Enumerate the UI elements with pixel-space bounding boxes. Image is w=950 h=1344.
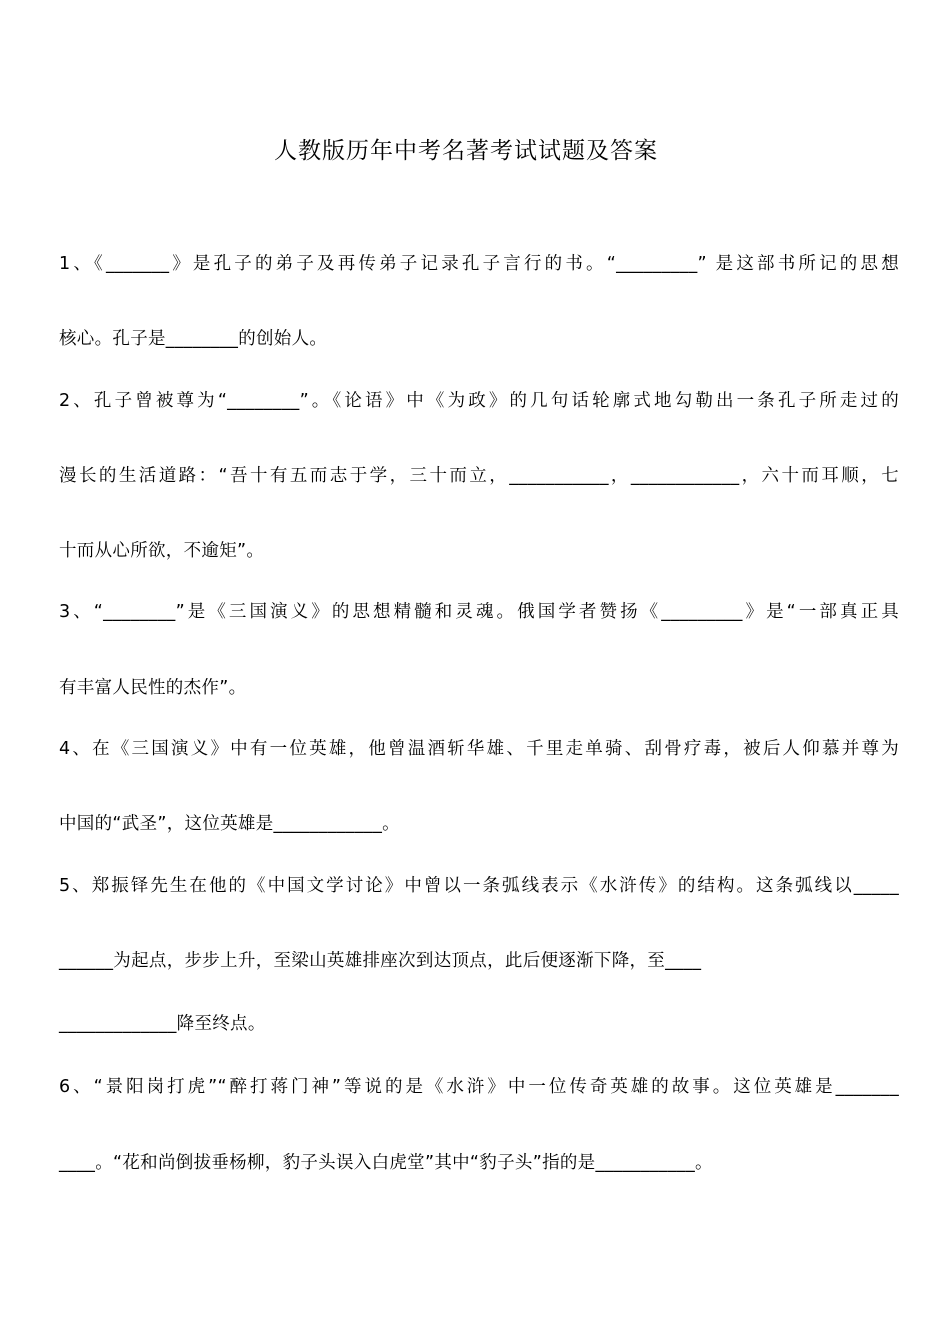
text-line-q4-a: 4、在《三国演义》中有一位英雄，他曾温酒斩华雄、千里走单骑、刮骨疗毒，被后人仰慕并尊为: [59, 739, 899, 759]
text-line-q3-b: 有丰富人民性的杰作”。: [59, 678, 247, 698]
text-line-q4-b: 中国的“武圣”，这位英雄是____________。: [59, 814, 400, 834]
document-title: 人教版历年中考名著考试试题及答案: [274, 138, 658, 164]
text-line-q5-a: 5、郑振铎先生在他的《中国文学讨论》中曾以一条弧线表示《水浒传》的结构。这条弧线以_____: [59, 876, 899, 896]
text-line-q2-a: 2、孔子曾被尊为“________”。《论语》中《为政》的几句话轮廓式地勾勒出一条孔子所走过的: [59, 391, 899, 411]
text-line-q2-b: 漫长的生活道路：“吾十有五而志于学，三十而立，___________，____________，六十而耳顺，七: [59, 466, 899, 486]
text-line-q3-a: 3、“________”是《三国演义》的思想精髓和灵魂。俄国学者赞扬《_________》是“一部真正具: [59, 602, 899, 622]
text-line-q1-b: 核心。孔子是________的创始人。: [59, 329, 328, 349]
text-line-q6-b: ____。“花和尚倒拔垂杨柳，豹子头误入白虎堂”其中“豹子头”指的是___________。: [59, 1153, 713, 1173]
text-line-q5-b: ______为起点，步步上升，至梁山英雄排座次到达顶点，此后便逐渐下降，至____: [59, 951, 702, 971]
text-line-q1-a: 1、《_______》是孔子的弟子及再传弟子记录孔子言行的书。“_________” 是这部书所记的思想: [59, 254, 899, 274]
text-line-q2-c: 十而从心所欲，不逾矩”。: [59, 541, 265, 561]
text-line-q6-a: 6、“景阳岗打虎”“醉打蒋门神”等说的是《水浒》中一位传奇英雄的故事。这位英雄是_______: [59, 1077, 899, 1097]
text-line-q5-c: _____________降至终点。: [59, 1014, 266, 1034]
